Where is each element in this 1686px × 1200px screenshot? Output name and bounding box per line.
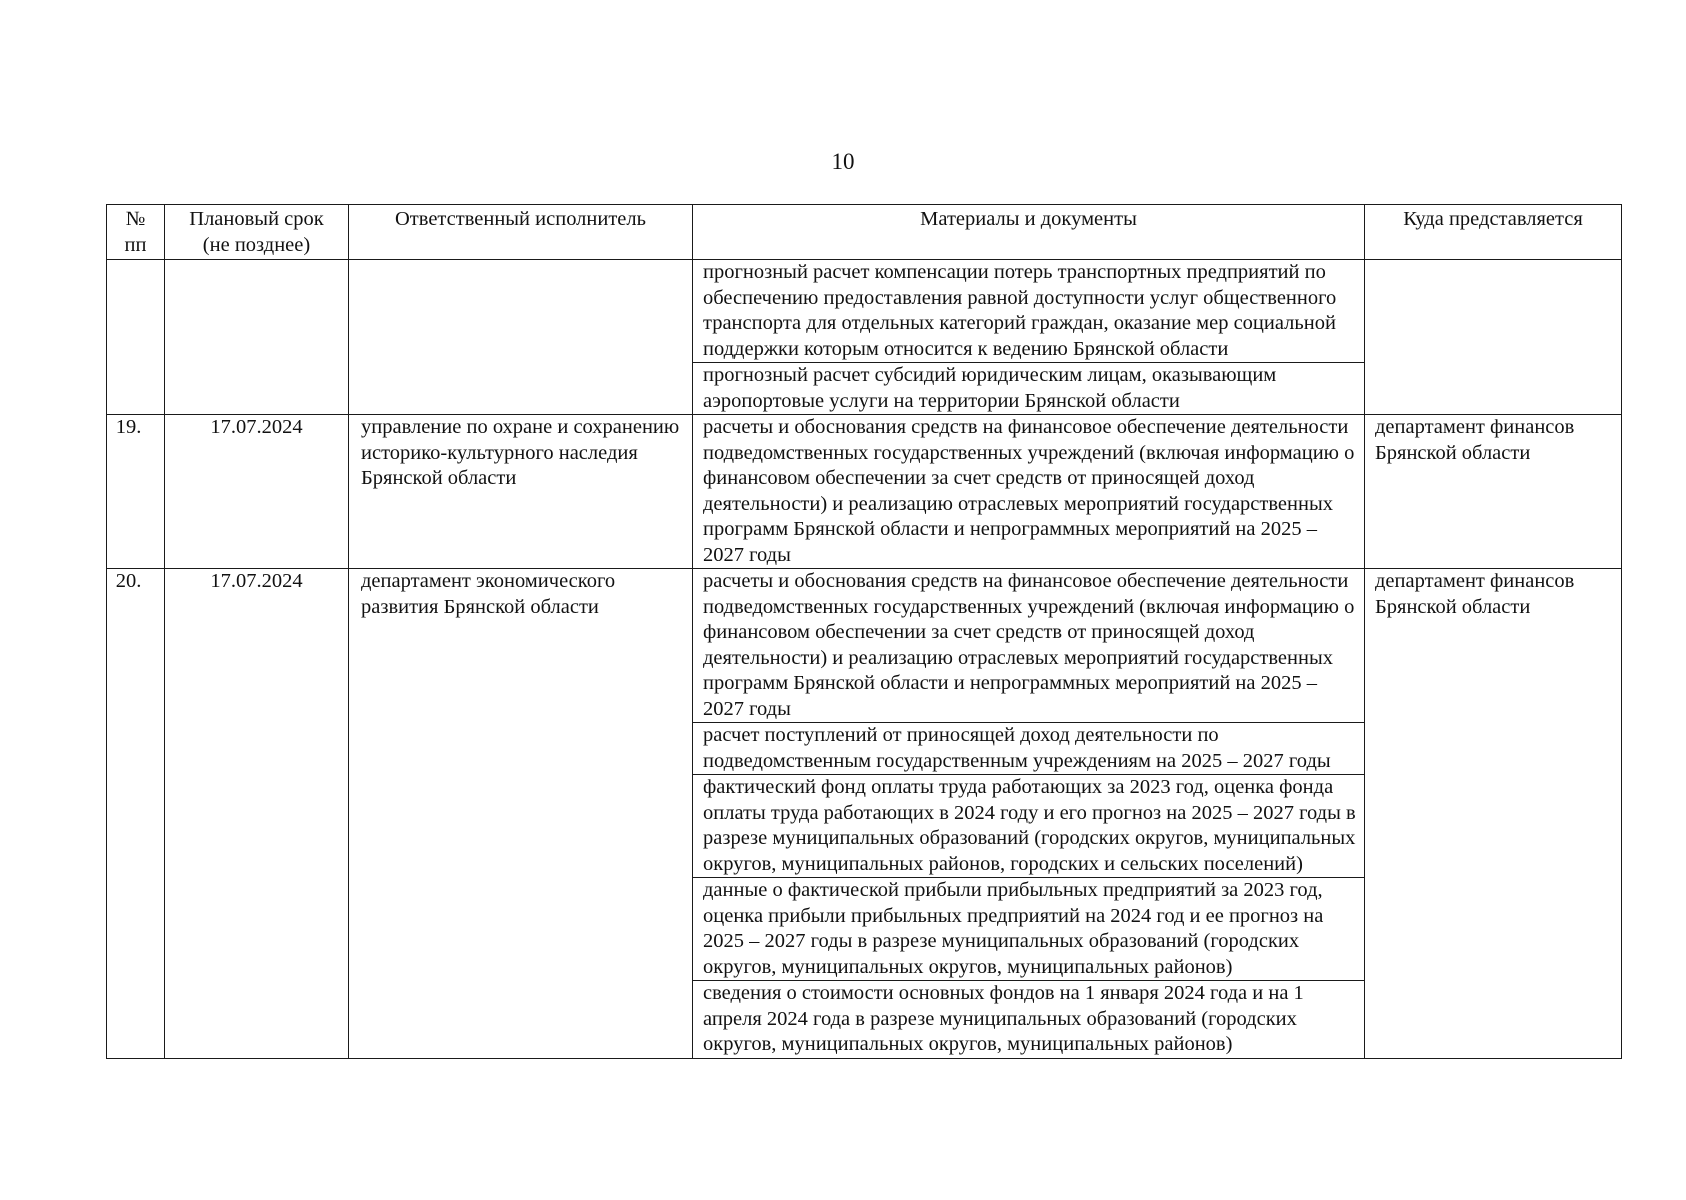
row-executor: управление по охране и сохранению историко-культурного наследия Брянской области — [349, 415, 693, 569]
row-executor — [349, 260, 693, 415]
row-destination: департамент финансов Брянской области — [1365, 415, 1622, 569]
header-materials — [693, 205, 1365, 260]
page-number: 10 — [831, 149, 855, 174]
table-row — [107, 569, 1622, 1059]
table-row — [107, 260, 1622, 415]
header-number — [107, 205, 165, 260]
header-deadline-line2: (не позднее) — [202, 233, 311, 256]
header-destination-line1: Куда представляется — [1403, 208, 1583, 230]
material-item: прогнозный расчет субсидий юридическим лицам, оказывающим аэропортовые услуги на территории Брянской области — [693, 362, 1364, 414]
material-item: фактический фонд оплаты труда работающих за 2023 год, оценка фонда оплаты труда работающих в 2024 году и его прогноз на 2025 – 2027 годы в разрезе муниципальных образований (городских округов, муниципальных округов, муниципальных районов, городских и сельских поселений) — [693, 774, 1364, 877]
material-item: расчеты и обоснования средств на финансовое обеспечение деятельности подведомственных государственных учреждений (включая информацию о финансовом обеспечении за счет средств от приносящей доход деятельности) и реализацию отраслевых мероприятий государственных программ Брянской области и непрограммных мероприятий на 2025 – 2027 годы — [703, 570, 1355, 720]
material-item: расчеты и обоснования средств на финансовое обеспечение деятельности подведомственных государственных учреждений (включая информацию о финансовом обеспечении за счет средств от приносящей доход деятельности) и реализацию отраслевых мероприятий государственных программ Брянской области и непрограммных мероприятий на 2025 – 2027 годы — [703, 416, 1355, 566]
row-number: 20. — [107, 569, 165, 1059]
header-number-line2: пп — [124, 233, 147, 256]
row-materials — [693, 260, 1365, 415]
row-number: 19. — [107, 415, 165, 569]
header-executor-line1: Ответственный исполнитель — [395, 208, 646, 230]
header-executor — [349, 205, 693, 260]
header-deadline-line1: Плановый срок — [189, 208, 324, 230]
row-materials — [693, 415, 1365, 569]
row-deadline: 17.07.2024 — [165, 415, 349, 569]
material-item: расчет поступлений от приносящей доход деятельности по подведомственным государственным учреждениям на 2025 – 2027 годы — [693, 722, 1364, 774]
material-item: прогнозный расчет компенсации потерь транспортных предприятий по обеспечению предоставления равной доступности услуг общественного транспорта для отдельных категорий граждан, оказание мер социальной поддержки которым относится к ведению Брянской области — [703, 261, 1337, 360]
material-item: данные о фактической прибыли прибыльных предприятий за 2023 год, оценка прибыли прибыльных предприятий на 2024 год и ее прогноз на 2025 – 2027 годы в разрезе муниципальных образований (городских округов, муниципальных округов, муниципальных районов) — [693, 877, 1364, 980]
row-materials — [693, 569, 1365, 1059]
plan-table — [106, 204, 1622, 1059]
table-row — [107, 415, 1622, 569]
row-executor: департамент экономического развития Брянской области — [349, 569, 693, 1059]
header-materials-line1: Материалы и документы — [920, 208, 1137, 230]
table-header-row — [107, 205, 1622, 260]
row-deadline: 17.07.2024 — [165, 569, 349, 1059]
header-number-line1: № — [125, 208, 146, 230]
row-number — [107, 260, 165, 415]
row-destination — [1365, 260, 1622, 415]
header-deadline — [165, 205, 349, 260]
header-destination — [1365, 205, 1622, 260]
material-item: сведения о стоимости основных фондов на 1 января 2024 года и на 1 апреля 2024 года в разрезе муниципальных образований (городских округов, муниципальных округов, муниципальных районов) — [693, 980, 1364, 1058]
row-deadline — [165, 260, 349, 415]
row-destination: департамент финансов Брянской области — [1365, 569, 1622, 1059]
